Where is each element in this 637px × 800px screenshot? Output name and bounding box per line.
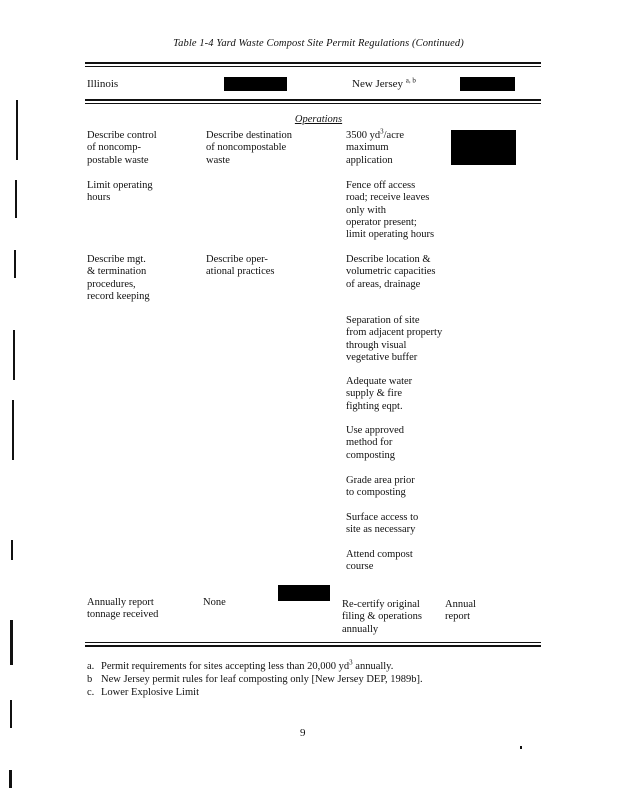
footnote-mark: c. <box>87 687 95 698</box>
footnote-text: Lower Explosive Limit <box>101 687 199 698</box>
page-number: 9 <box>300 727 306 739</box>
redaction-block <box>278 585 330 601</box>
header-rule-thick <box>85 99 541 101</box>
scan-speck <box>520 746 522 749</box>
cell-row3-col3: Describe location & volumetric capacities of areas, drainage <box>346 254 436 290</box>
cell-row4-col3: Separation of site from adjacent property through visual vegetative buffer <box>346 315 443 363</box>
cell-row7-col3: Grade area prior to composting <box>346 475 415 499</box>
scan-mark-left-edge <box>11 540 13 560</box>
cell-row2-col1: Limit operating hours <box>87 180 153 204</box>
scan-mark-left-edge <box>15 180 17 218</box>
unit-superscript: 3 <box>380 127 384 136</box>
scan-mark-left-edge <box>16 100 18 160</box>
top-rule-thick <box>85 62 541 64</box>
cell-row3-col1: Describe mgt. & termination procedures, record keeping <box>87 254 150 302</box>
footnote-mark: a. <box>87 661 95 672</box>
cell-row10-col2: None <box>203 597 226 608</box>
footnote-mark: b <box>87 674 93 685</box>
footnote-text: Permit requirements for sites accepting less than 20,000 $yd^3$ annually. <box>101 658 394 672</box>
cell-row1-col1: Describe control of noncomp- postable waste <box>87 130 157 166</box>
cell-row1-col3: 3500 $yd^3$/acre maximum application <box>346 127 405 166</box>
bottom-rule-thin <box>85 642 541 643</box>
cell-row10-col4: Annual report <box>445 599 476 623</box>
cell-row10-col1: Annually report tonnage received <box>87 597 159 621</box>
bottom-rule-thick <box>85 645 541 647</box>
cell-row6-col3: Use approved method for composting <box>346 425 405 461</box>
table-title: Table 1-4 Yard Waste Compost Site Permit Regulations (Continued) <box>173 38 464 49</box>
footnote-text: New Jersey permit rules for leaf composting only [New Jersey DEP, 1989b]. <box>101 674 423 685</box>
scan-mark-left-edge <box>12 400 14 460</box>
header-illinois: Illinois <box>87 78 119 90</box>
footnote-b <box>87 674 423 687</box>
scan-mark-left-edge <box>10 700 12 728</box>
header-new-jersey-footnote-marks: a, b <box>405 76 416 85</box>
cell-row3-col2: Describe oper- ational practices <box>206 254 275 278</box>
top-rule-thin <box>85 66 541 67</box>
cell-row9-col3: Attend compost course <box>346 549 413 573</box>
footnote-a <box>87 658 394 674</box>
header-new-jersey <box>352 78 416 90</box>
scan-mark-left-edge <box>10 620 13 665</box>
scan-mark-left-edge <box>14 250 16 278</box>
header-new-jersey-label: New Jersey <box>352 78 404 90</box>
footnote-c <box>87 687 199 700</box>
redaction-block <box>451 130 516 165</box>
cell-row1-col2: Describe destination of noncompostable waste <box>206 130 293 166</box>
cell-row10-col3: Re-certify original filing & operations annually <box>342 599 422 635</box>
cell-row2-col3: Fence off access road; receive leaves only with operator present; limit operating hours <box>346 180 435 241</box>
section-heading-operations: Operations <box>294 114 343 125</box>
cell-row8-col3: Surface access to site as necessary <box>346 512 419 536</box>
header-rule-thin <box>85 103 541 104</box>
redaction-block <box>224 77 287 91</box>
redaction-block <box>460 77 515 91</box>
scan-mark-left-edge <box>13 330 15 380</box>
scan-mark-left-edge <box>9 770 12 788</box>
cell-row5-col3: Adequate water supply & fire fighting eqpt. <box>346 376 413 412</box>
